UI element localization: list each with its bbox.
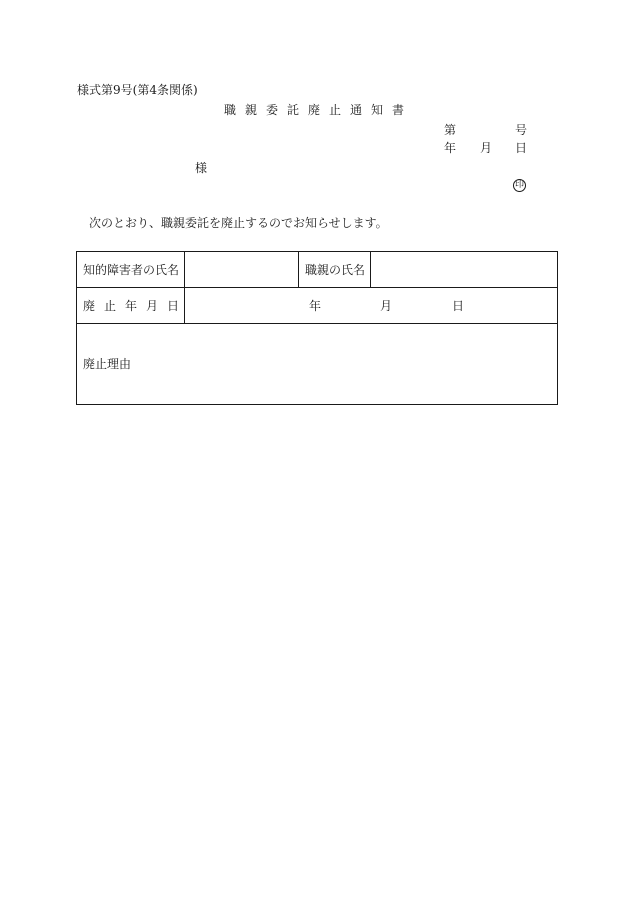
seal-icon [513,179,526,192]
reference-number-prefix: 第 [444,123,457,137]
foster-parent-name-label: 職親の氏名 [299,252,371,288]
seal-label: 印 [514,180,524,190]
foster-parent-name-field[interactable] [371,252,558,288]
abolition-reason-label: 廃止理由 [83,357,132,371]
abolition-reason-field[interactable] [77,324,558,405]
table-row [77,252,558,288]
issue-date-day: 日 [515,141,528,155]
notice-form-table [76,251,558,405]
issue-date-year: 年 [444,141,457,155]
table-row [77,324,558,405]
abolition-year-unit: 年 [309,299,322,313]
abolition-date-label-text: 廃止年月日 [83,298,189,313]
disabled-person-name-label: 知的障害者の氏名 [77,252,185,288]
form-number: 様式第9号(第4条関係) [77,83,198,97]
addressee-honorific: 様 [195,161,208,175]
abolition-month-unit: 月 [380,299,393,313]
document-title: 職親委託廃止通知書 [224,103,414,117]
issue-date-month: 月 [480,141,493,155]
reference-number-suffix: 号 [515,123,528,137]
abolition-day-unit: 日 [452,299,465,313]
abolition-date-label [77,288,189,324]
notice-text: 次のとおり、職親委託を廃止するのでお知らせします。 [89,216,388,230]
disabled-person-name-field[interactable] [185,252,299,288]
abolition-date-field[interactable] [185,288,558,324]
table-row [77,288,558,324]
